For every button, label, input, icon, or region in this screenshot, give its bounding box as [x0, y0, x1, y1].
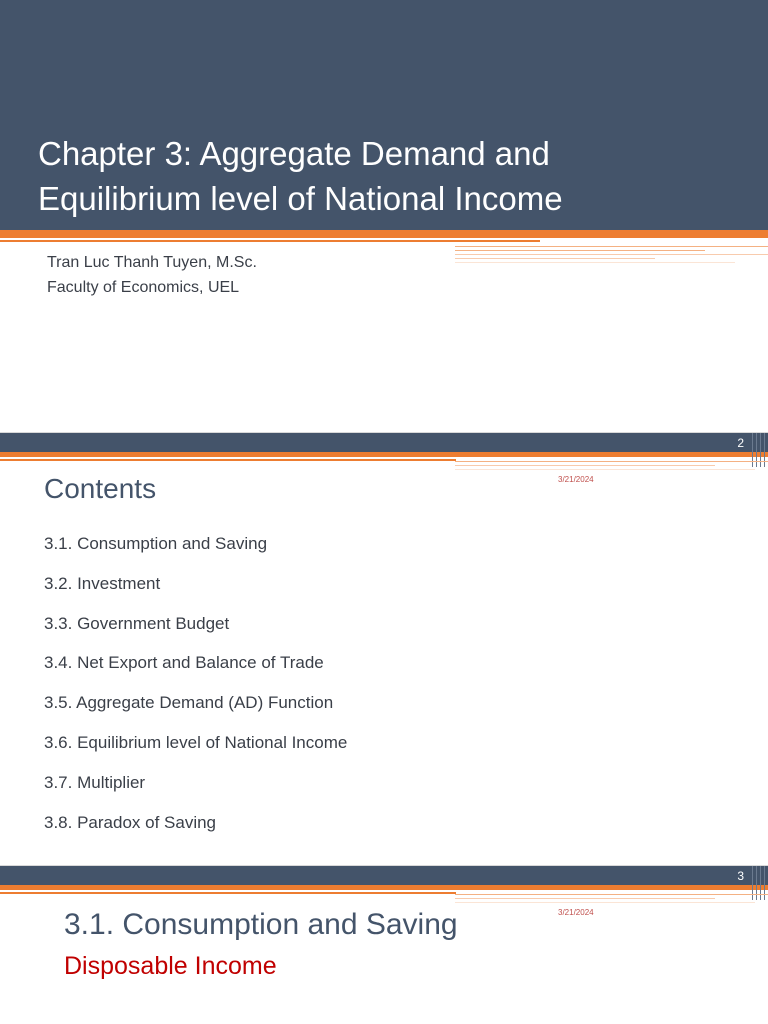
slide-number: 3: [737, 869, 744, 883]
title-line-2: Equilibrium level of National Income: [38, 180, 563, 217]
slide-number: 2: [737, 436, 744, 450]
header-orange-thin-rule: [0, 459, 456, 461]
list-item: 3.5. Aggregate Demand (AD) Function: [44, 693, 334, 713]
list-item: 3.1. Consumption and Saving: [44, 534, 268, 553]
decorative-stripes: [455, 246, 768, 266]
header-bar: [0, 866, 768, 885]
list-item: 3.8. Paradox of Saving: [44, 812, 217, 832]
slide-date: 3/21/2024: [558, 908, 594, 917]
header-orange-rule: [0, 452, 768, 457]
section-subheading: Disposable Income: [64, 952, 277, 980]
header-orange-rule: [0, 885, 768, 890]
author-affiliation: Faculty of Economics, UEL: [47, 279, 240, 296]
author-block: [47, 250, 257, 300]
contents-slide: [0, 433, 768, 865]
list-item: 3.6. Equilibrium level of National Income: [44, 732, 348, 752]
title-line-1: Chapter 3: Aggregate Demand and: [38, 135, 550, 172]
slide-title: [38, 131, 738, 221]
author-name: Tran Luc Thanh Tuyen, M.Sc.: [47, 254, 257, 271]
section-heading: 3.1. Consumption and Saving: [64, 908, 458, 941]
decorative-stripes: [455, 461, 768, 473]
contents-list: [44, 533, 347, 851]
slide-date: 3/21/2024: [558, 475, 594, 484]
list-item: 3.3. Government Budget: [44, 613, 230, 633]
title-slide: [0, 0, 768, 432]
consumption-slide: [0, 866, 768, 1024]
list-item: 3.7. Multiplier: [44, 772, 146, 792]
decorative-stripes: [455, 894, 768, 906]
list-item: 3.4. Net Export and Balance of Trade: [44, 653, 324, 673]
orange-thin-rule: [0, 240, 540, 242]
orange-rule: [0, 230, 768, 238]
header-orange-thin-rule: [0, 892, 456, 894]
header-bar: [0, 433, 768, 452]
contents-heading: Contents: [44, 473, 157, 504]
list-item: 3.2. Investment: [44, 573, 161, 593]
